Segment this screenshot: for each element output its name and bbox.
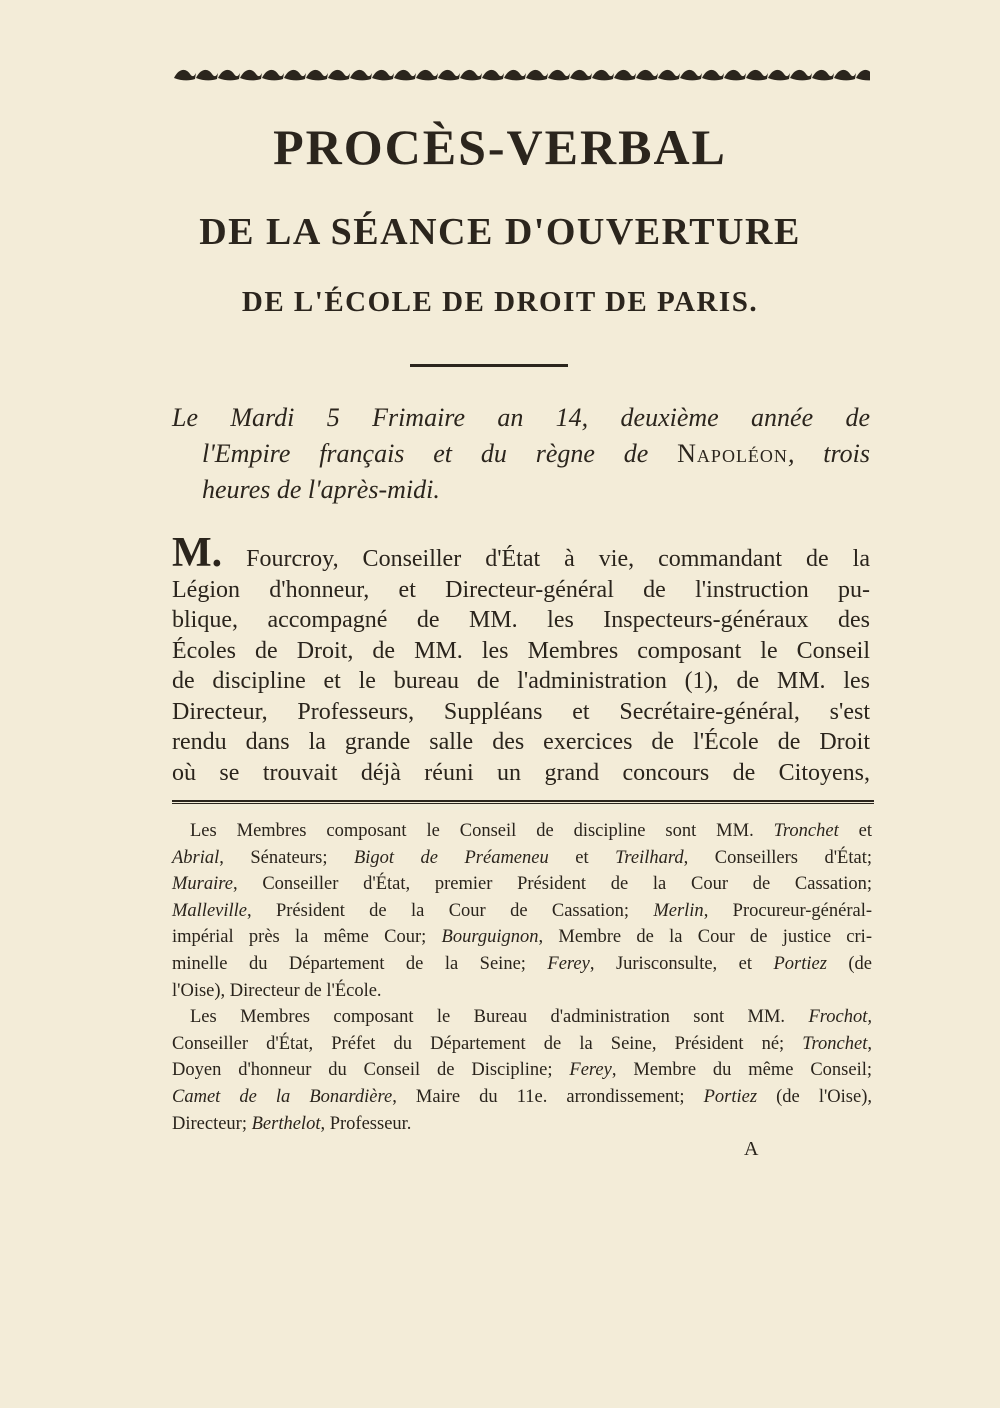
text: (de [826,953,872,974]
signature-mark: A [744,1138,759,1160]
text: Les Membres composant le Bureau d'administration sont MM. [190,1007,809,1028]
ornament-wave [724,70,746,80]
name: Camet de la Bonardière [172,1086,393,1107]
text: et [548,847,616,868]
date-line-3: heures de l'après-midi. [202,475,440,504]
ornament-wave [768,70,790,80]
ornament-wave [306,70,328,80]
text: , Membre du même Conseil; [611,1060,872,1081]
text: , Procureur-général- [703,900,872,921]
footnote-line [172,1111,872,1138]
name: Portiez [703,1086,758,1107]
name: Muraire [172,874,233,895]
name: Tronchet [802,1033,868,1054]
footnote-line [172,1004,872,1031]
text: , Jurisconsulte, et [589,953,774,974]
ornament-wave [746,70,768,80]
body-line: Directeur, Professeurs, Suppléans et Secrétaire-général, s'est [172,698,870,725]
ornament-wave [702,70,724,80]
ornament-wave [174,70,196,80]
date-line-2 [172,436,870,472]
text: (de l'Oise), [757,1086,872,1107]
ornament-wave [240,70,262,80]
body-line: où se trouvait déjà réuni un grand concours de Citoyens, [172,759,870,786]
drop-cap: M. [172,530,223,576]
name: Tronchet [773,821,839,841]
body-line: blique, accompagné de MM. les Inspecteurs-généraux des [172,607,870,633]
page-subtitle: DE LA SÉANCE D'OUVERTURE [199,211,801,253]
name: Merlin [653,900,704,921]
date-line-2-end: , trois [787,439,870,468]
text: , Professeur. [320,1113,412,1134]
ornament-wave [262,70,284,80]
text: Les Membres composant le Conseil de discipline sont MM. [190,821,774,841]
footnote-line [172,1057,872,1084]
ornament-wave [460,70,482,80]
text: et [838,821,873,841]
ornament-wave [658,70,680,80]
text: , Président de la Cour de Cassation; [247,900,654,921]
body-line: de discipline et le bureau de l'administration (1), de MM. les [172,668,870,694]
ornament-wave [812,70,834,80]
ornament-wave [504,70,526,80]
body-line: rendu dans la grande salle des exercices de l'École de Droit [172,729,870,755]
footnote-line [172,818,872,845]
name: Abrial [172,847,220,868]
ornament-wave [636,70,658,80]
ornament-wave [372,70,394,80]
text: minelle du Département de la Seine; [172,953,548,974]
ornament-wave [328,70,350,80]
ornament-wave [570,70,592,80]
name: Frochot, [808,1007,872,1028]
footnote-line [172,924,872,951]
ornament-wave [416,70,438,80]
ornament-wave [394,70,416,80]
ornament-wave [196,70,218,80]
title-divider [410,364,568,367]
footnote-line [172,845,872,872]
name: Malleville [172,900,247,921]
body-line: Écoles de Droit, de MM. les Membres composant le Conseil [172,637,870,664]
ornament-wave [592,70,614,80]
ornament-wave [680,70,702,80]
text: , Sénateurs; [219,847,354,868]
text: Conseiller d'État, Préfet du Département de la Seine, Président né; [172,1033,803,1054]
footnote-line [172,871,872,898]
footnote-line [172,1084,872,1111]
page-title: PROCÈS-VERBAL [273,119,727,175]
ornamental-border [172,64,870,86]
footnote-divider [172,800,874,804]
ornament-wave [526,70,548,80]
footnote-line [172,898,872,925]
ornament-wave [856,70,870,80]
name: Berthelot [251,1113,321,1134]
body-line [172,530,870,576]
body-line: Légion d'honneur, et Directeur-général de l'instruction pu- [172,576,870,603]
ornament-wave [438,70,460,80]
ornament-wave [614,70,636,80]
text: , Maire du 11e. arrondissement; [392,1086,704,1107]
body-line-text: Fourcroy, Conseiller d'État à vie, commandant de la [222,546,870,572]
ornament-wave [218,70,240,80]
name: Ferey [569,1060,612,1081]
name: Bigot de Préameneu [353,847,549,868]
text: impérial près la même Cour; [172,927,442,948]
footnote-line: l'Oise), Directeur de l'École. [172,980,382,1001]
ornament-wave [790,70,812,80]
ornament-wave [350,70,372,80]
name: Bourguignon [441,927,539,948]
footnote-line [172,1031,872,1058]
text: , Membre de la Cour de justice cri- [538,927,872,948]
footnote-line [172,951,872,978]
date-line-2-text: l'Empire français et du règne de [202,439,678,468]
text: Doyen d'honneur du Conseil de Discipline; [172,1060,570,1081]
ornament-wave [834,70,856,80]
date-line-1: Le Mardi 5 Frimaire an 14, deuxième année de [172,403,870,432]
date-paragraph [172,400,870,508]
text: , Conseillers d'État; [683,847,872,868]
text: , Conseiller d'État, premier Président de la Cour de Cassation; [232,874,872,895]
text: , [867,1033,872,1054]
ornament-wave [548,70,570,80]
ornament-wave [482,70,504,80]
page-subtitle-2: DE L'ÉCOLE DE DROIT DE PARIS. [241,286,759,318]
footnote [172,818,872,1137]
ornament-wave [284,70,306,80]
name: Treilhard [615,847,684,868]
name: Portiez [773,953,827,974]
emperor-name: Napoléon [677,439,788,468]
main-paragraph [172,530,870,788]
name: Ferey [547,953,590,974]
text: Directeur; [172,1113,252,1134]
